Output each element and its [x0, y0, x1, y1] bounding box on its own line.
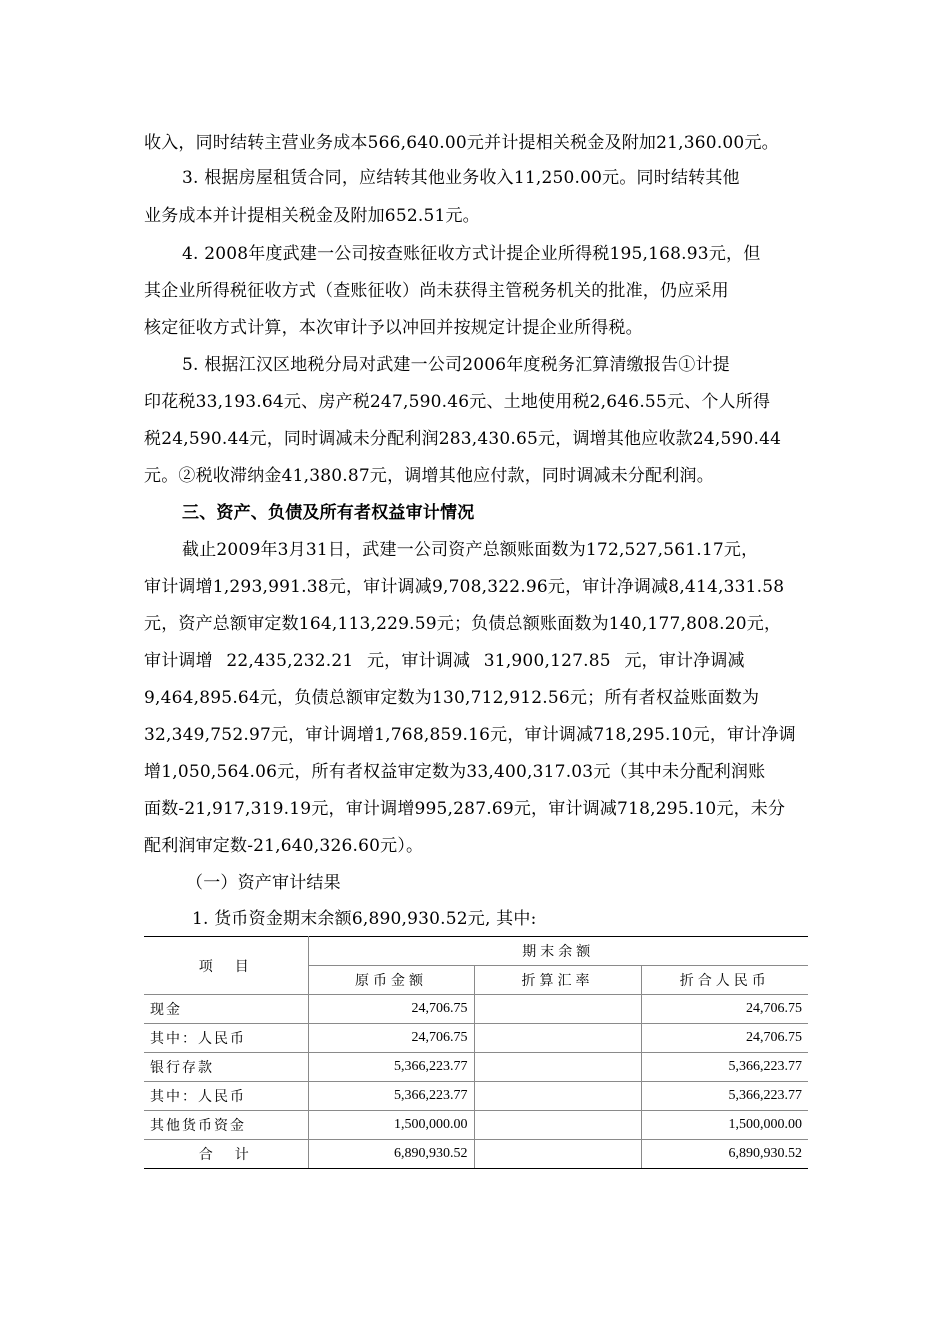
- table-total-row: [144, 1140, 808, 1169]
- table-row: [144, 1024, 808, 1053]
- header-item: 项 目: [144, 937, 308, 995]
- paragraph-line: 截止2009年3月31日，武建一公司资产总额账面数为172,527,561.17元，: [182, 540, 759, 560]
- paragraph-line: 面数-21,917,319.19元，审计调增995,287.69元，审计调减718,295.10元，未分: [144, 799, 786, 819]
- cell-exchange-rate: [474, 1082, 641, 1111]
- cash-balance-table: [144, 936, 808, 1169]
- paragraph-line: 5. 根据江汉区地税分局对武建一公司2006年度税务汇算清缴报告①计提: [182, 355, 730, 375]
- paragraph-line: 收入，同时结转主营业务成本566,640.00元并计提相关税金及附加21,360.00元。: [144, 133, 779, 153]
- row-label: 其中：人民币: [144, 1082, 308, 1111]
- row-label: 其他货币资金: [144, 1111, 308, 1140]
- paragraph-line: 4. 2008年度武建一公司按查账征收方式计提企业所得税195,168.93元，但: [182, 244, 761, 264]
- paragraph-line: 审计调增 22,435,232.21 元，审计调减 31,900,127.85 元，审计净调减: [144, 651, 745, 671]
- table-row: [144, 995, 808, 1024]
- cell-original-amount: 24,706.75: [308, 995, 474, 1024]
- row-label: 其中：人民币: [144, 1024, 308, 1053]
- paragraph-line: 元，资产总额审定数164,113,229.59元；负债总额账面数为140,177,808.20元，: [144, 614, 782, 634]
- paragraph-line: 3. 根据房屋租赁合同，应结转其他业务收入11,250.00元。同时结转其他: [182, 168, 740, 188]
- header-original-amount: 原币金额: [308, 966, 474, 995]
- cell-rmb-amount: 24,706.75: [641, 995, 808, 1024]
- paragraph-line: 配利润审定数-21,640,326.60元）。: [144, 836, 424, 856]
- paragraph-line: 1. 货币资金期末余额6,890,930.52元, 其中:: [192, 909, 537, 929]
- cell-rmb-amount: 5,366,223.77: [641, 1053, 808, 1082]
- cell-exchange-rate: [474, 1111, 641, 1140]
- paragraph-line: 增1,050,564.06元，所有者权益审定数为33,400,317.03元（其中未分配利润账: [144, 762, 766, 782]
- paragraph-line: 印花税33,193.64元、房产税247,590.46元、土地使用税2,646.55元、个人所得: [144, 392, 771, 412]
- row-label: 现金: [144, 995, 308, 1024]
- table-row: [144, 1111, 808, 1140]
- subsection-heading: （一）资产审计结果: [186, 873, 341, 893]
- cell-original-amount: 6,890,930.52: [308, 1140, 474, 1169]
- cell-rmb-amount: 5,366,223.77: [641, 1082, 808, 1111]
- table-header-row: [144, 937, 808, 966]
- cell-exchange-rate: [474, 1053, 641, 1082]
- paragraph-line: 业务成本并计提相关税金及附加652.51元。: [144, 206, 480, 226]
- cell-original-amount: 5,366,223.77: [308, 1082, 474, 1111]
- paragraph-line: 32,349,752.97元，审计调增1,768,859.16元，审计调减718,295.10元，审计净调: [144, 725, 796, 745]
- table-row: [144, 1082, 808, 1111]
- row-label-total: 合 计: [144, 1140, 308, 1169]
- header-rmb-amount: 折合人民币: [641, 966, 808, 995]
- paragraph-line: 税24,590.44元，同时调减未分配利润283,430.65元，调增其他应收款24,590.44: [144, 429, 782, 449]
- paragraph-line: 审计调增1,293,991.38元，审计调减9,708,322.96元，审计净调减8,414,331.58: [144, 577, 785, 597]
- cell-original-amount: 1,500,000.00: [308, 1111, 474, 1140]
- cell-exchange-rate: [474, 1140, 641, 1169]
- cell-original-amount: 5,366,223.77: [308, 1053, 474, 1082]
- paragraph-line: 其企业所得税征收方式（查账征收）尚未获得主管税务机关的批准，仍应采用: [144, 281, 729, 301]
- table-row: [144, 1053, 808, 1082]
- paragraph-line: 9,464,895.64元，负债总额审定数为130,712,912.56元；所有者权益账面数为: [144, 688, 760, 708]
- header-period-end-balance: 期末余额: [308, 937, 808, 966]
- cell-exchange-rate: [474, 995, 641, 1024]
- header-exchange-rate: 折算汇率: [474, 966, 641, 995]
- cell-rmb-amount: 24,706.75: [641, 1024, 808, 1053]
- cell-rmb-amount: 1,500,000.00: [641, 1111, 808, 1140]
- paragraph-line: 核定征收方式计算，本次审计予以冲回并按规定计提企业所得税。: [144, 318, 643, 338]
- cell-rmb-amount: 6,890,930.52: [641, 1140, 808, 1169]
- paragraph-line: 元。②税收滞纳金41,380.87元，调增其他应付款，同时调减未分配利润。: [144, 466, 714, 486]
- cell-exchange-rate: [474, 1024, 641, 1053]
- section-heading: 三、资产、负债及所有者权益审计情况: [182, 503, 475, 523]
- cell-original-amount: 24,706.75: [308, 1024, 474, 1053]
- row-label: 银行存款: [144, 1053, 308, 1082]
